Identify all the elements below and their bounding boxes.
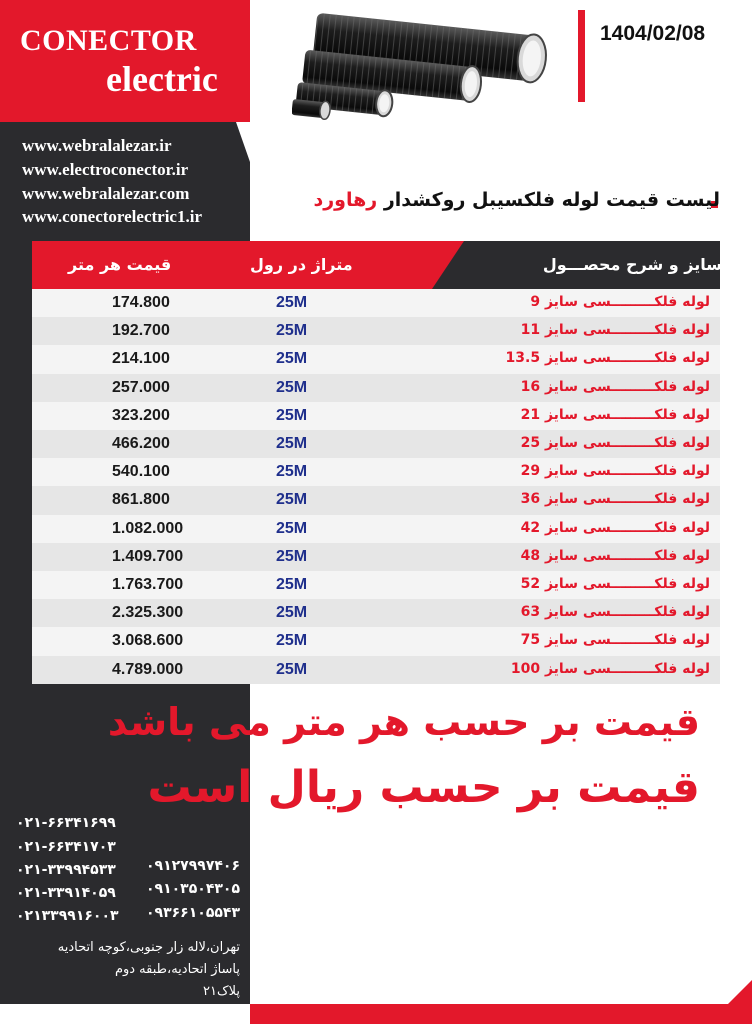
table-row (32, 402, 720, 430)
phone-number[interactable]: ۰۲۱-۶۶۳۴۱۷۰۳ (16, 839, 116, 855)
price-cell: 2.325.300 (112, 604, 184, 622)
brand-name: CONECTOR (20, 24, 197, 57)
description-cell: لوله فلکـــــــــسی سایز 16 (520, 378, 710, 395)
description-cell: لوله فلکـــــــــسی سایز 11 (520, 322, 710, 339)
brand-subname: electric (106, 59, 218, 99)
website-link[interactable]: www.webralalezar.com (22, 184, 190, 203)
header-length: متراژ در رول (250, 255, 353, 274)
table-row (32, 289, 720, 317)
price-cell: 3.068.600 (112, 632, 184, 650)
price-table (32, 289, 720, 684)
date-label: 1404/02/08 (600, 22, 706, 45)
flexible-conduit-image (292, 10, 554, 125)
header-price: قیمت هر متر (68, 255, 172, 274)
description-cell: لوله فلکـــــــــسی سایز 13.5 (505, 350, 710, 367)
length-cell: 25M (276, 378, 308, 396)
price-cell: 174.800 (112, 294, 170, 311)
note-per-meter: قیمت بر حسب هر متر می باشد (107, 700, 700, 744)
header-description: سایز و شرح محصـــول (542, 255, 722, 274)
sidebar-notch (236, 122, 250, 162)
table-row (32, 317, 720, 345)
length-cell: 25M (276, 350, 308, 368)
phone-number[interactable]: ۰۲۱۳۳۹۹۱۶۰۰۳ (16, 908, 119, 924)
bottom-red-band (250, 1004, 752, 1024)
description-cell: لوله فلکـــــــــسی سایز 100 (510, 660, 710, 677)
table-row (32, 627, 720, 655)
table-row (32, 599, 720, 627)
table-row (32, 543, 720, 571)
table-row (32, 430, 720, 458)
price-cell: 1.409.700 (112, 547, 184, 565)
table-row (32, 515, 720, 543)
price-cell: 214.100 (112, 350, 170, 368)
website-link[interactable]: www.conectorelectric1.ir (22, 207, 202, 226)
length-cell: 25M (276, 632, 308, 650)
description-cell: لوله فلکـــــــــسی سایز 42 (520, 519, 710, 536)
table-row (32, 656, 720, 684)
address-line: پلاک۲۱ (203, 984, 240, 999)
description-cell: لوله فلکـــــــــسی سایز 48 (520, 547, 710, 564)
mobile-number[interactable]: ۰۹۳۶۶۱۰۵۵۴۳ (146, 905, 240, 921)
length-cell: 25M (276, 406, 308, 424)
mobile-number[interactable]: ۰۹۱۲۷۹۹۷۴۰۶ (146, 858, 240, 874)
page-title (313, 189, 720, 211)
phone-number[interactable]: ۰۲۱-۳۳۹۹۴۵۳۳ (16, 862, 116, 878)
table-row (32, 458, 720, 486)
length-cell: 25M (276, 322, 308, 340)
description-cell: لوله فلکـــــــــسی سایز 9 (530, 294, 710, 310)
address-line: پاساژ اتحادیه،طبقه دوم (114, 962, 240, 977)
price-cell: 466.200 (112, 435, 170, 452)
length-cell: 25M (276, 491, 308, 509)
price-cell: 1.763.700 (112, 576, 184, 593)
price-cell: 1.082.000 (112, 519, 184, 537)
description-cell: لوله فلکـــــــــسی سایز 25 (520, 435, 710, 451)
description-cell: لوله فلکـــــــــسی سایز 63 (520, 604, 710, 621)
price-cell: 540.100 (112, 463, 170, 481)
mobile-number[interactable]: ۰۹۱۰۳۵۰۴۳۰۵ (146, 881, 240, 897)
brand-block (0, 0, 250, 122)
price-cell: 192.700 (112, 322, 170, 340)
table-row (32, 571, 720, 599)
description-cell: لوله فلکـــــــــسی سایز 75 (520, 632, 710, 649)
description-cell: لوله فلکـــــــــسی سایز 36 (520, 491, 710, 508)
website-link[interactable]: www.electroconector.ir (22, 160, 189, 179)
description-cell: لوله فلکـــــــــسی سایز 52 (520, 576, 710, 592)
price-cell: 323.200 (112, 406, 170, 424)
price-cell: 861.800 (112, 491, 170, 509)
price-cell: 4.789.000 (112, 660, 184, 678)
table-row (32, 486, 720, 514)
length-cell: 25M (276, 435, 308, 452)
phone-number[interactable]: ۰۲۱-۳۳۹۱۴۰۵۹ (16, 885, 116, 901)
length-cell: 25M (276, 576, 308, 593)
date-accent-bar (578, 10, 585, 102)
website-link[interactable]: www.webralalezar.ir (22, 136, 172, 155)
note-rial: قیمت بر حسب ریال است (147, 762, 700, 813)
length-cell: 25M (276, 294, 308, 311)
title-brand: رهاورد (313, 189, 378, 211)
length-cell: 25M (276, 660, 308, 678)
description-cell: لوله فلکـــــــــسی سایز 21 (520, 406, 710, 423)
description-cell: لوله فلکـــــــــسی سایز 29 (520, 463, 710, 480)
title-main: لیست قیمت لوله فلکسیبل روکشدار (383, 189, 720, 211)
phone-number[interactable]: ۰۲۱-۶۶۳۴۱۶۹۹ (16, 815, 116, 831)
table-row (32, 374, 720, 402)
price-cell: 257.000 (112, 378, 170, 396)
address-line: تهران،لاله زار جنوبی،کوچه اتحادیه (57, 940, 240, 955)
length-cell: 25M (276, 604, 308, 622)
length-cell: 25M (276, 463, 308, 481)
length-cell: 25M (276, 519, 308, 537)
length-cell: 25M (276, 547, 308, 565)
table-row (32, 345, 720, 373)
